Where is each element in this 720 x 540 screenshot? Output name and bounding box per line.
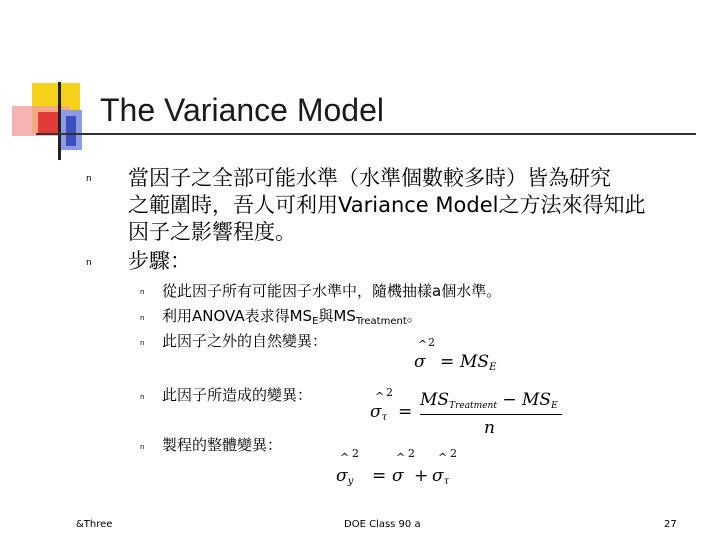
sub-bullet-text: 製程的整體變異： [162, 436, 283, 454]
equals-sign: = [398, 402, 413, 422]
fraction-bar [420, 414, 562, 415]
anova-mid: 與MS [318, 307, 356, 325]
bullet-line: 因子之影響程度。 [128, 220, 296, 244]
logo-blue-block [66, 116, 76, 146]
sigma-tau: $\sigma_\tau$ [432, 466, 450, 487]
sub-bullet-text [162, 306, 422, 332]
sub-bullet-marker: n [140, 393, 145, 401]
bullet-marker: n [86, 174, 92, 184]
numerator: $MS_{Treatment} - MS_E$ [420, 390, 558, 411]
hat-symbol: ^ [438, 451, 448, 464]
sigma-tau: $\sigma_\tau$ [370, 402, 388, 423]
logo-horizontal-line [36, 133, 696, 135]
hat-symbol: ^ [375, 390, 385, 403]
footer-left: &Three [76, 519, 113, 530]
plus-sign: + [414, 466, 429, 486]
exponent: 2 [352, 447, 359, 460]
bullet-line: 當因子之全部可能水準（水準個數較多時）皆為研究 [128, 166, 611, 190]
sigma-symbol: σ [414, 352, 426, 372]
bullet-line: 之範圍時，吾人可利用Variance Model之方法來得知此 [128, 193, 646, 217]
anova-prefix: 利用ANOVA表求得MS [162, 307, 313, 325]
sub-bullet-text: 此因子之外的自然變異： [162, 332, 328, 350]
sub-bullet-marker: n [140, 314, 145, 322]
sub-bullet-marker: n [140, 288, 145, 296]
exponent: 2 [408, 447, 415, 460]
slide-number: 27 [664, 519, 677, 530]
anova-suffix: 。 [406, 307, 422, 325]
hat-symbol: ^ [340, 451, 350, 464]
sigma-symbol: σ [392, 466, 404, 486]
subscript: Treatment [355, 316, 407, 327]
slide-title: The Variance Model [100, 92, 384, 128]
bullet-text [128, 165, 698, 246]
hat-symbol: ^ [396, 451, 406, 464]
exponent: 2 [428, 336, 435, 349]
exponent: 2 [450, 447, 457, 460]
footer-center: DOE Class 90 a [344, 519, 421, 530]
hat-symbol: ^ [418, 338, 428, 351]
equals-sign: = [372, 466, 387, 486]
subscript: E [312, 316, 319, 327]
ms-term: $MS_E$ [460, 352, 497, 373]
bullet-marker: n [86, 258, 92, 268]
exponent: 2 [386, 386, 393, 399]
sub-bullet-marker: n [140, 339, 145, 347]
sigma-y: $\sigma_y$ [336, 466, 354, 487]
sub-bullet-text: 從此因子所有可能因子水準中，隨機抽樣a個水準。 [162, 282, 502, 300]
denominator: n [484, 418, 495, 438]
bullet-text: 步驟： [128, 249, 191, 273]
sub-bullet-marker: n [140, 443, 145, 451]
equals-sign: = [440, 352, 455, 372]
logo-vertical-line [58, 82, 61, 160]
sub-bullet-text: 此因子所造成的變異： [162, 386, 313, 404]
